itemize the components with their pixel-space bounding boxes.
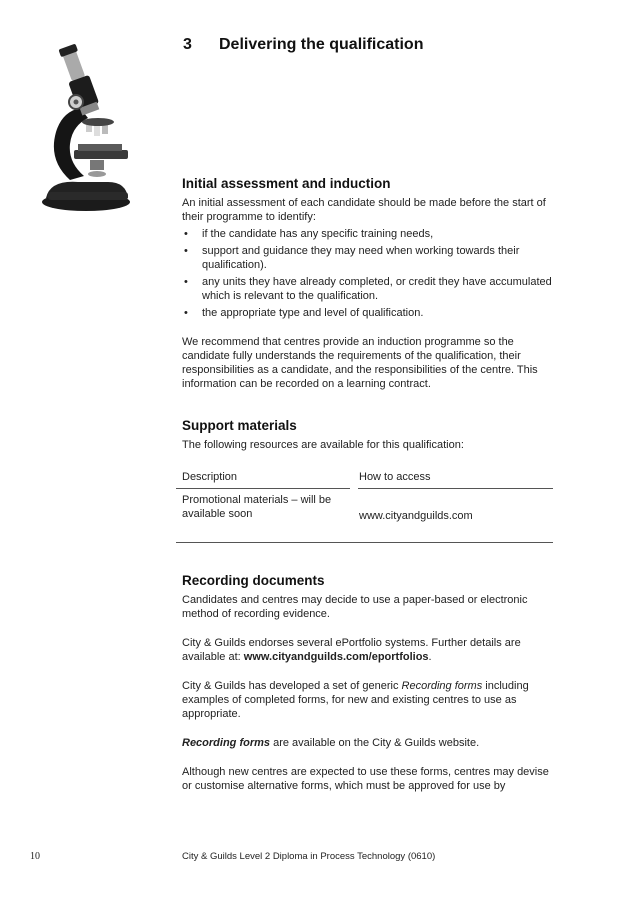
list-item: • support and guidance they may need when working towards their qualification). (182, 244, 554, 272)
support-materials-section (182, 418, 554, 452)
section-heading: Support materials (182, 418, 297, 433)
chapter-title: Delivering the qualification (219, 36, 424, 53)
table-divider (358, 488, 553, 489)
paragraph-text: including examples of completed forms, for new and existing centres to use as appropriate. (182, 680, 529, 720)
chapter-number: 3 (183, 36, 192, 53)
paragraph-text: . (428, 651, 432, 663)
resources-table (176, 466, 553, 544)
table-header-access: How to access (359, 471, 431, 483)
initial-assessment-section (182, 176, 554, 391)
recording-documents-section (182, 573, 554, 793)
paragraph: Candidates and centres may decide to use a paper-based or electronic method of recording evidence. (182, 594, 528, 620)
chapter-heading (183, 36, 423, 54)
induction-paragraph: We recommend that centres provide an induction programme so the candidate fully understands the requirements of the qualification, their responsibilities as a candidate, and the responsibilities of the centre. This information can be recorded on a learning contract. (182, 336, 538, 390)
list-item: • any units they have already completed, or credit they have accumulated which is relevant to the qualification. (182, 275, 554, 303)
paragraph-text: City & Guilds has developed a set of generic (182, 680, 402, 692)
paragraph: Although new centres are expected to use these forms, centres may devise or customise alternative forms, which must be approved for use by (182, 766, 549, 792)
table-divider (176, 488, 350, 489)
footer-text: City & Guilds Level 2 Diploma in Process Technology (0610) (182, 851, 436, 862)
list-item: • the appropriate type and level of qualification. (182, 306, 554, 320)
page-number: 10 (30, 851, 40, 862)
eportfolio-link[interactable]: www.cityandguilds.com/eportfolios (243, 651, 429, 663)
section-intro: The following resources are available for this qualification: (182, 439, 464, 451)
table-divider (176, 542, 553, 543)
list-item: • if the candidate has any specific training needs, (182, 227, 554, 241)
table-cell-access-link[interactable]: www.cityandguilds.com (359, 510, 473, 522)
emphasis-text: Recording forms (182, 737, 271, 749)
emphasis-text: Recording forms (401, 680, 483, 692)
paragraph-website (182, 736, 554, 750)
table-header-description: Description (182, 471, 238, 483)
section-heading: Initial assessment and induction (182, 176, 391, 191)
section-intro: An initial assessment of each candidate should be made before the start of their programme to identify: (182, 197, 546, 223)
microscope-image (38, 40, 138, 215)
section-heading: Recording documents (182, 573, 325, 588)
table-cell-description: Promotional materials – will be available soon (182, 494, 332, 520)
paragraph-forms (182, 679, 554, 721)
bullet-list (182, 227, 554, 320)
paragraph-text: City & Guilds endorses several ePortfolio systems. Further details are available at: (182, 637, 521, 663)
paragraph-text: are available on the City & Guilds website. (270, 737, 480, 749)
paragraph-eportfolio (182, 636, 554, 664)
